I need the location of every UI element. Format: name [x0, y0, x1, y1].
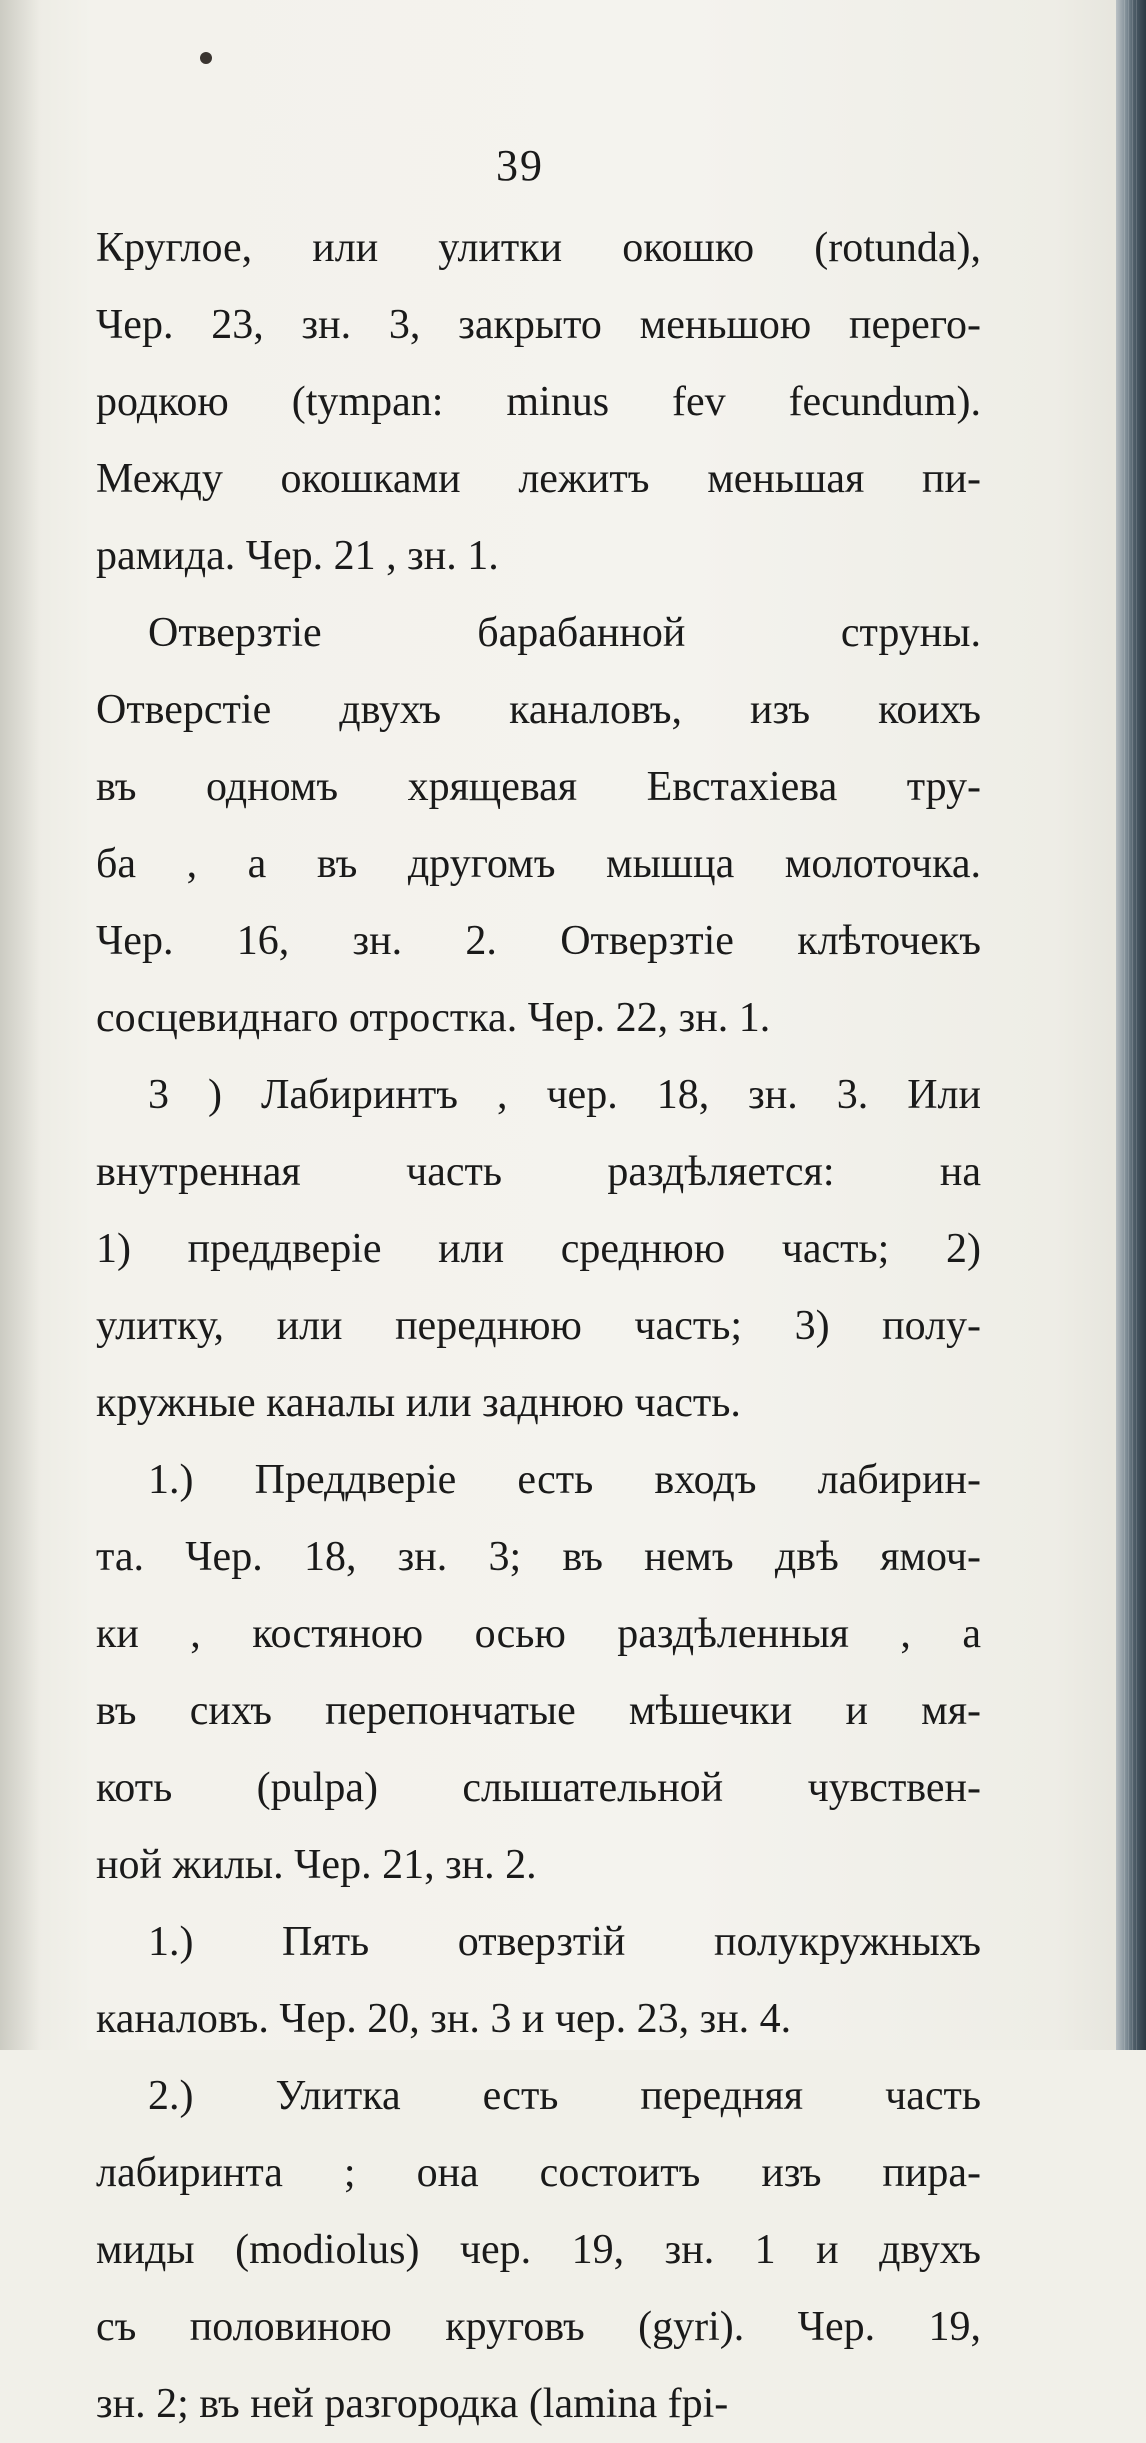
- text-line: 1.) Преддверіе есть входъ лабирин-: [148, 1457, 981, 1503]
- text-line: съ половиною круговъ (gyri). Чер. 19,: [96, 2304, 981, 2350]
- text-line: сосцевиднаго отростка. Чер. 22, зн. 1.: [96, 995, 771, 1041]
- text-line: 1) преддверіе или среднюю часть; 2): [96, 1226, 981, 1272]
- page-edge-lines: [1124, 0, 1138, 2050]
- body-text: [96, 210, 981, 2443]
- text-line: коть (pulpa) слышательной чувствен-: [96, 1765, 981, 1811]
- text-line: въ одномъ хрящевая Евстахіева тру-: [96, 764, 981, 810]
- text-line: кружные каналы или заднюю часть.: [96, 1380, 741, 1426]
- text-line: та. Чер. 18, зн. 3; въ немъ двѣ ямоч-: [96, 1534, 981, 1580]
- ink-spot: [200, 52, 212, 64]
- text-line: 2.) Улитка есть передняя часть: [148, 2073, 981, 2119]
- text-line: Круглое, или улитки окошко (rotunda),: [96, 225, 981, 271]
- text-line: зн. 2; въ ней разгородка (lamina fpi-: [96, 2381, 729, 2427]
- text-line: Отверзтіе барабанной струны.: [148, 610, 981, 656]
- page-number: 39: [496, 141, 544, 190]
- text-line: ной жилы. Чер. 21, зн. 2.: [96, 1842, 537, 1888]
- text-line: Между окошками лежитъ меньшая пи-: [96, 456, 981, 502]
- text-line: рамида. Чер. 21 , зн. 1.: [96, 533, 499, 579]
- text-line: Чер. 23, зн. 3, закрыто меньшою перего-: [96, 302, 981, 348]
- text-line: лабиринта ; она состоитъ изъ пира-: [96, 2150, 981, 2196]
- text-line: въ сихъ перепончатые мѣшечки и мя-: [96, 1688, 981, 1734]
- text-line: внутренная часть раздѣляется: на: [96, 1149, 981, 1195]
- text-line: ба , а въ другомъ мышца молоточка.: [96, 841, 981, 887]
- text-line: каналовъ. Чер. 20, зн. 3 и чер. 23, зн. 4.: [96, 1996, 792, 2042]
- text-line: 1.) Пять отверзтій полукружныхъ: [148, 1919, 981, 1965]
- spine-shadow: [0, 0, 40, 2050]
- text-line: Чер. 16, зн. 2. Отверзтіе клѣточекъ: [96, 918, 981, 964]
- text-line: родкою (tympan: minus fev fecundum).: [96, 379, 981, 425]
- text-line: улитку, или переднюю часть; 3) полу-: [96, 1303, 981, 1349]
- text-line: миды (modiolus) чер. 19, зн. 1 и двухъ: [96, 2227, 981, 2273]
- text-line: 3 ) Лабиринтъ , чер. 18, зн. 3. Или: [148, 1072, 981, 1118]
- text-line: ки , костяною осью раздѣленныя , а: [96, 1611, 981, 1657]
- text-line: Отверстіе двухъ каналовъ, изъ коихъ: [96, 687, 981, 733]
